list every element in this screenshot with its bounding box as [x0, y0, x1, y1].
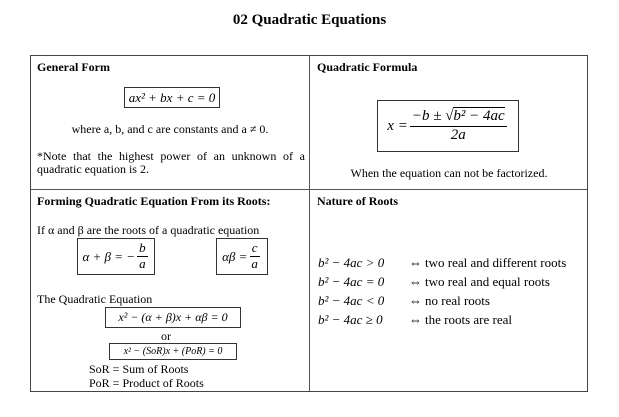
product-of-roots-box [216, 238, 268, 275]
prod-numerator: c [251, 240, 258, 256]
nature-result: the roots are real [425, 312, 512, 327]
general-form-heading: General Form [37, 60, 110, 74]
quadratic-formula-heading: Quadratic Formula [317, 60, 418, 74]
quadratic-formula-caption: When the equation can not be factorized. [350, 166, 548, 180]
formula-numerator-pre: −b ± [411, 108, 442, 125]
sum-of-roots-box [77, 238, 155, 275]
nature-condition: b² − 4ac > 0 [318, 255, 385, 270]
quadratic-formula-box [377, 100, 519, 152]
sum-numerator: b [139, 240, 146, 256]
radical-sign: √ [445, 108, 454, 125]
equation-sor-por-box: x² − (SoR)x + (PoR) = 0 [109, 343, 237, 360]
forming-intro: If α and β are the roots of a quadratic equation [37, 223, 260, 237]
iff-arrow: ⇔ [409, 274, 422, 289]
por-definition: PoR = Product of Roots [89, 376, 204, 390]
formula-fraction [410, 108, 507, 144]
general-form-where: where a, b, and c are constants and a ≠ 0. [71, 122, 269, 136]
prod-fraction [249, 241, 260, 272]
nature-row [318, 291, 566, 310]
formula-radicand: b² − 4ac [453, 108, 505, 125]
nature-heading: Nature of Roots [317, 194, 399, 208]
sum-fraction [137, 241, 148, 272]
prod-lhs: αβ = [222, 248, 248, 264]
nature-list [318, 253, 566, 329]
formula-denominator: 2a [450, 126, 466, 143]
nature-result: no real roots [425, 293, 490, 308]
sum-lhs: α + β = − [82, 248, 136, 264]
prod-denominator: a [251, 256, 258, 271]
equation-alpha-beta-box: x² − (α + β)x + αβ = 0 [105, 307, 241, 328]
nature-condition: b² − 4ac = 0 [318, 274, 385, 289]
iff-arrow: ⇔ [409, 312, 422, 327]
iff-arrow: ⇔ [409, 293, 422, 308]
nature-row [318, 272, 566, 291]
quadratic-equation-label: The Quadratic Equation [37, 292, 153, 306]
formula-numerator [410, 108, 507, 126]
nature-row [318, 310, 566, 329]
general-form-equation: ax² + bx + c = 0 [124, 87, 220, 108]
column-divider [309, 56, 310, 391]
forming-heading: Forming Quadratic Equation From its Roots: [37, 194, 271, 208]
formula-lhs: x = [387, 117, 408, 134]
formula-table [30, 55, 588, 392]
row-divider [31, 189, 587, 190]
or-label: or [161, 329, 171, 343]
nature-condition: b² − 4ac < 0 [318, 293, 385, 308]
nature-condition: b² − 4ac ≥ 0 [318, 312, 383, 327]
general-form-note: *Note that the highest power of an unknown of a quadratic equation is 2. [37, 149, 305, 176]
sor-definition: SoR = Sum of Roots [89, 362, 189, 376]
nature-row [318, 253, 566, 272]
iff-arrow: ⇔ [409, 255, 422, 270]
page-title: 02 Quadratic Equations [232, 12, 387, 28]
nature-result: two real and equal roots [425, 274, 550, 289]
nature-result: two real and different roots [425, 255, 567, 270]
sum-denominator: a [139, 256, 146, 271]
